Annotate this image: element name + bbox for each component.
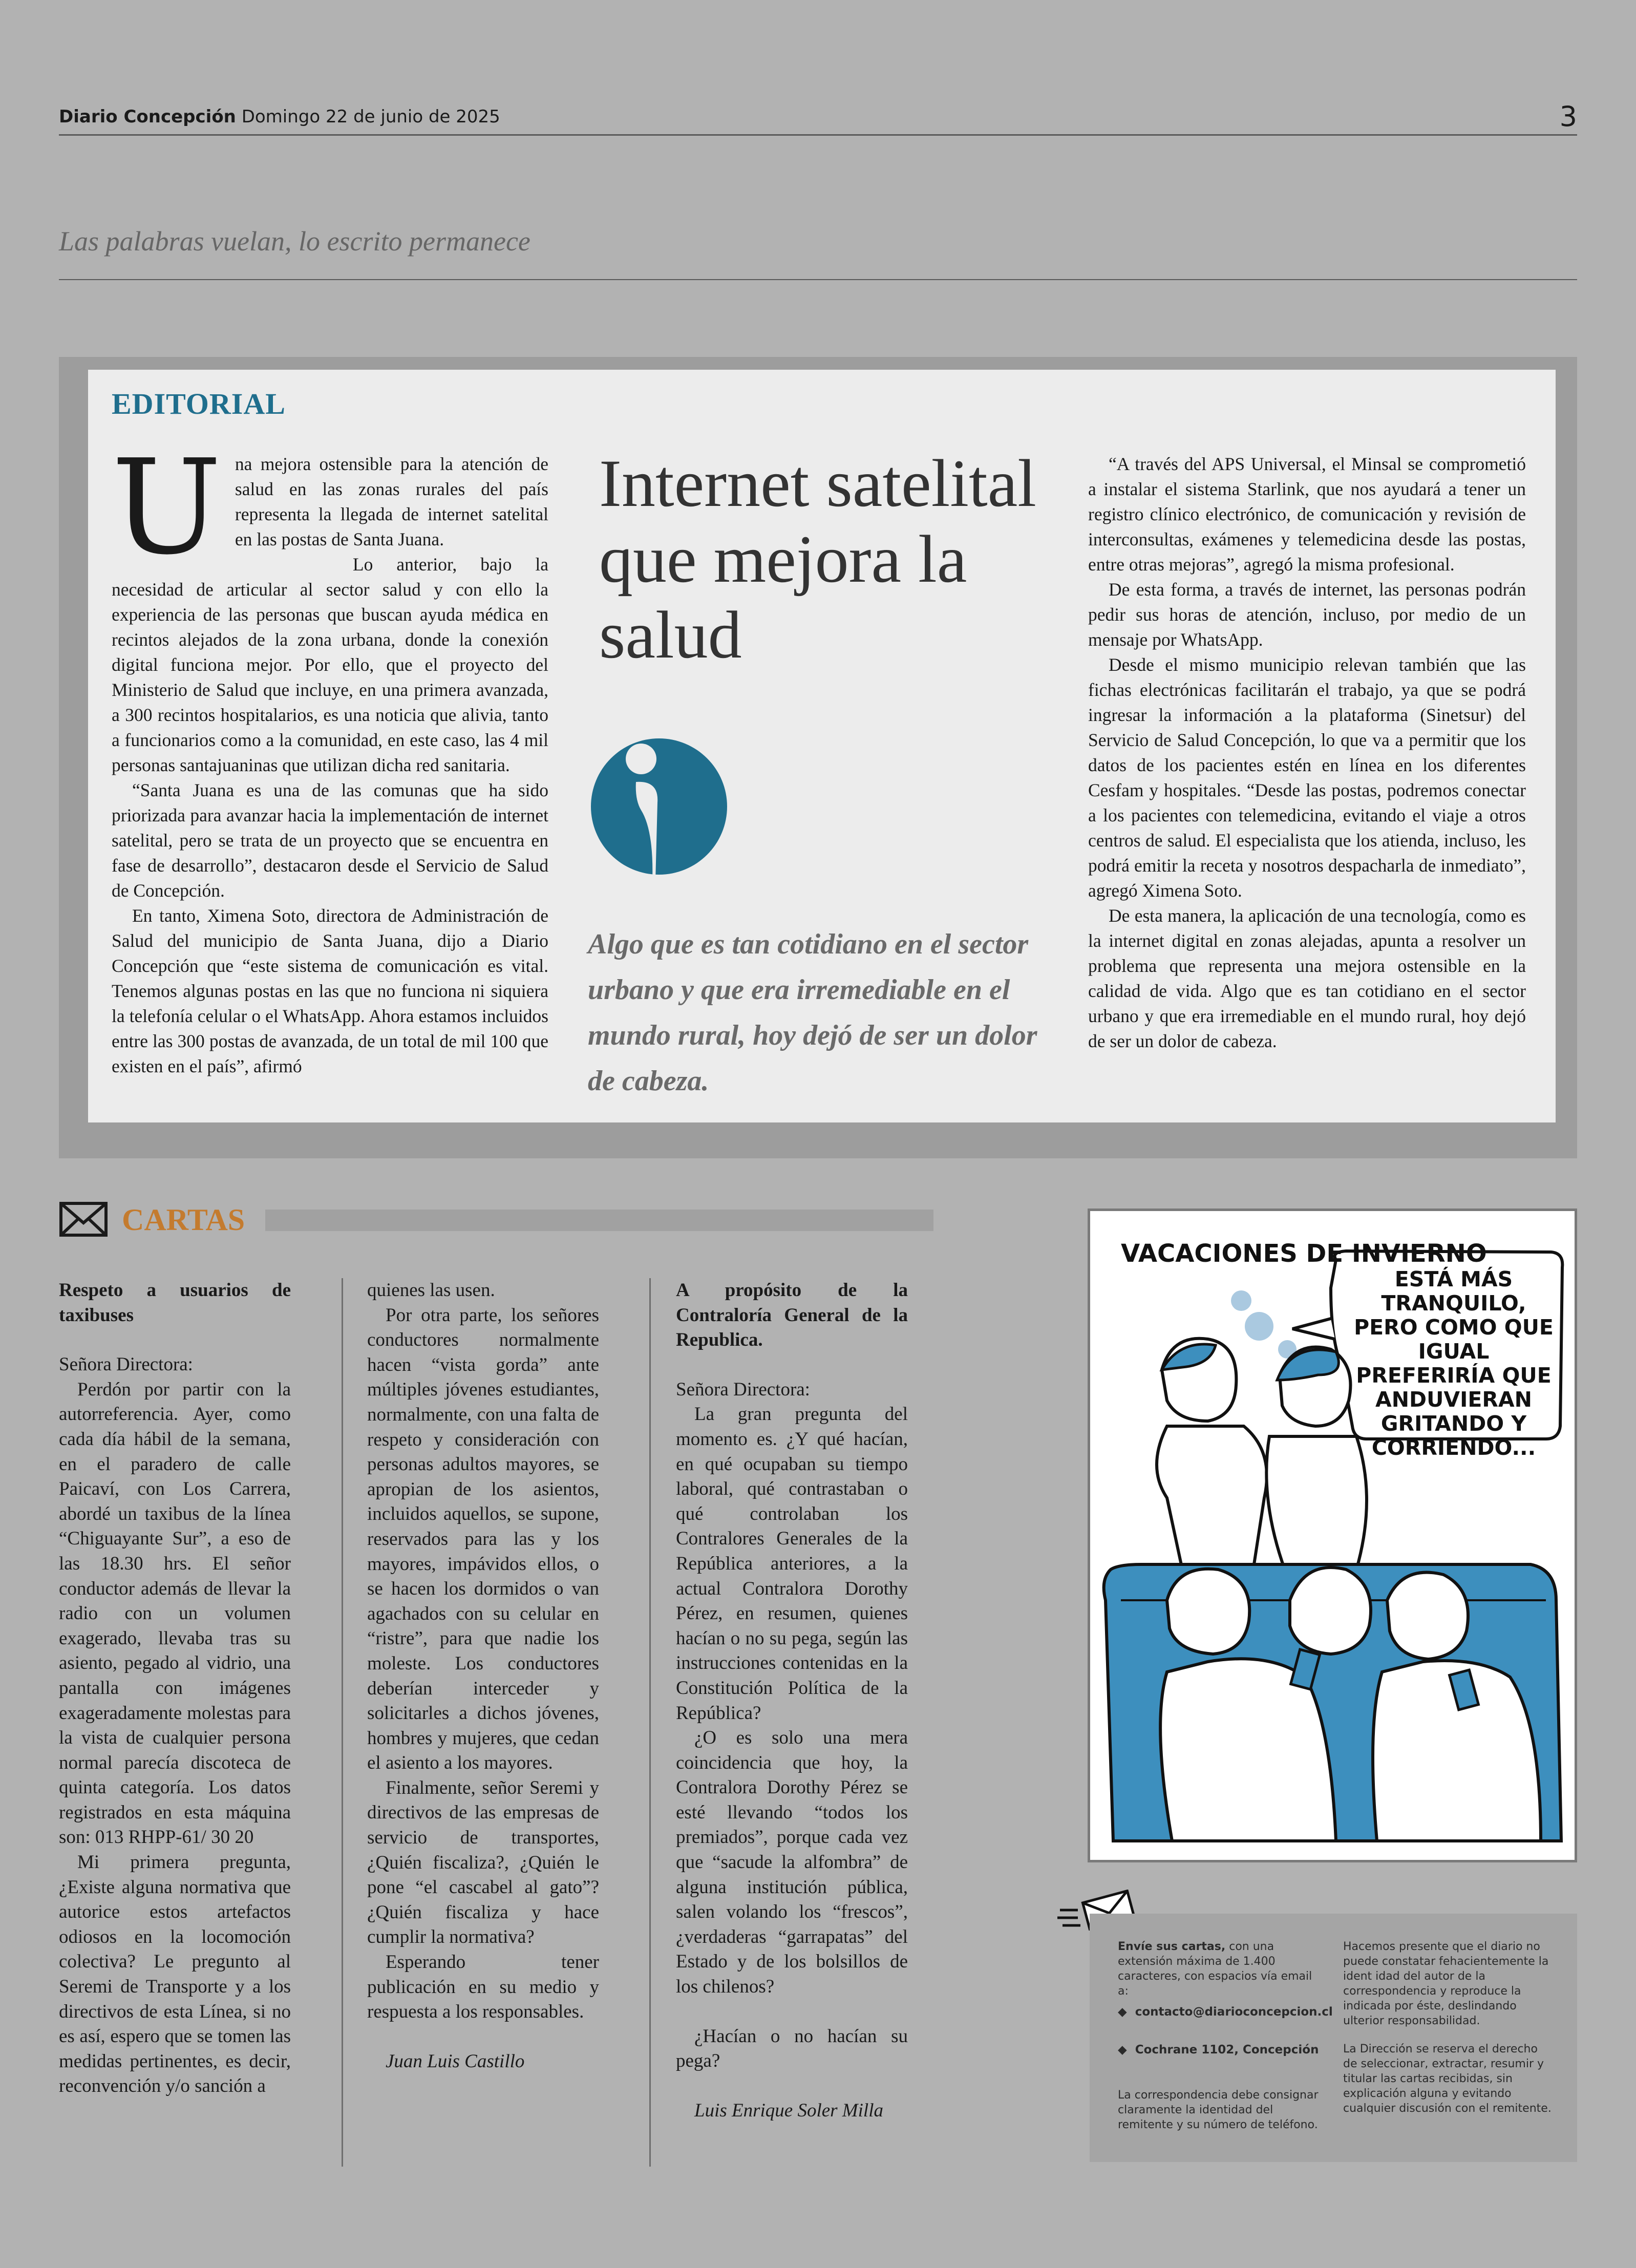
editorial-paragraph: De esta forma, a través de internet, las personas podrán pedir sus horas de atención, incluso, por medio de un mensaje por WhatsApp. — [1088, 579, 1526, 650]
editorial-paragraph: na mejora ostensible para la atención de salud en las zonas rurales del país representa la llegada de internet satelital en las postas de Santa Juana. — [235, 454, 548, 549]
letter-1-salutation: Señora Directora: — [59, 1354, 193, 1375]
contact-email: contacto@diarioconcepcion.cl — [1135, 2005, 1333, 2019]
letter-paragraph: La gran pregunta del momento es. ¿Y qué hacían, en qué ocupaban su tiempo laboral, qué contrastaban o qué controlaban los Contralores Generales de la República anteriores, a la actual Contralora Dorothy Pérez, en resumen, quienes hacían o no su pega, según las instrucciones contenidas en la Constitución Política de la República? — [676, 1404, 908, 1724]
tagline-rule — [59, 279, 1577, 280]
send-letters-rest: con una extensión máxima de 1.400 caracteres, con espacios vía email a: — [1118, 1940, 1312, 1998]
editorial-paragraph: En tanto, Ximena Soto, directora de Administración de Salud del municipio de Santa Juana, dijo a Diario Concepción que “este sistema de comunicación es vital. Tenemos algunas postas en las que no funciona ni siquiera la telefonía celular o el WhatsApp. Ahora estamos incluidos entre las 300 postas de avanzada, de un total de mil 100 que existen en el país”, afirmó — [112, 905, 548, 1076]
column-divider — [342, 1278, 343, 2167]
responsibility-note: Hacemos presente que el diario no puede constatar fehacientemente la ident idad del autor de la correspondencia y reproduce la indicada por éste, deslindando ulterior responsabilidad. — [1343, 1940, 1549, 2027]
letter-2-title: A propósito de la Contraloría General de la Republica. — [676, 1280, 908, 1351]
cartoon-speech: ESTÁ MÁS TRANQUILO, PERO COMO QUE IGUAL PREFERIRÍA QUE ANDUVIERAN GRITANDO Y CORRIENDO... — [1354, 1267, 1554, 1460]
letter-2-salutation: Señora Directora: — [676, 1379, 810, 1400]
cartoon-panel — [1088, 1209, 1577, 1862]
page-number: 3 — [1559, 100, 1577, 133]
cartas-label: CARTAS — [122, 1203, 245, 1237]
contact-address: Cochrane 1102, Concepción — [1135, 2043, 1319, 2057]
editorial-paragraph: Lo anterior, bajo la necesidad de articular al sector salud y con ello la experiencia de las personas que buscan ayuda médica en recintos alejados de la zona urbana, donde la conexión digital funciona mejor. Por ello, que el proyecto del Ministerio de Salud que incluye, en una primera avanzada, a 300 recintos hospitalarios, es una noticia que alivia, tanto a funcionarios como a la comunidad, en este caso, las 4 mil personas santajuaninas que utilizan dicha red sanitaria. — [112, 554, 548, 775]
send-letters-bold: Envíe sus cartas, — [1118, 1940, 1226, 1953]
email-line: ◆ contacto@diarioconcepcion.cl — [1118, 2005, 1333, 2019]
editorial-pullquote: Algo que es tan cotidiano en el sector urbano y que era irremediable en el mundo rural, hoy dejó de ser un dolor de cabeza. — [588, 928, 1037, 1097]
letter-paragraph: quienes las usen. — [367, 1280, 495, 1301]
identity-note: La correspondencia debe consignar claramente la identidad del remitente y su número de teléfono. — [1118, 2089, 1319, 2131]
issue-date: Domingo 22 de junio de 2025 — [241, 107, 500, 127]
letter-paragraph: Por otra parte, los señores conductores normalmente hacen “vista gorda” ante múltiples jóvenes estudiantes, normalmente, con una falta de respeto y consideración con personas adultos mayores, se apropian de los asientos, incluidos aquellos, se supone, reservados para las y los mayores, impávidos ellos, o se hacen los dormidos o van agachados con su celular en “ristre”, para que nadie los moleste. Los conductores deberían interceder y solicitarles a dichos jóvenes, hombres y mujeres, que cedan el asiento a los mayores. — [367, 1304, 599, 1774]
cartas-header-bar — [265, 1210, 933, 1231]
letter-2-column — [676, 1278, 908, 2123]
editing-rights-note: La Dirección se reserva el derecho de seleccionar, extractar, resumir y titular las cartas recibidas, sin explicación alguna y evitando cualquier discusión con el remitente. — [1343, 2043, 1552, 2115]
contact-info-box — [1090, 1914, 1577, 2162]
envelope-icon — [59, 1201, 108, 1238]
editorial-paragraph: Desde el mismo municipio relevan también que las fichas electrónicas facilitarán el trabajo, ya que se podrá ingresar la información a la plataforma (Sinetsur) del Servicio de Salud Concepción, lo que va a permitir que los datos de los pacientes estén en línea en los diferentes Cesfam y hospitales. “Desde las postas, podremos conectar a los pacientes con telemedicina, evitando el viaje a otros centros de salud. El especialista que los atienda, incluso, les podrá emitir la receta y nosotros despacharla de inmediato”, agregó Ximena Soto. — [1088, 654, 1526, 901]
letter-2-signature: Luis Enrique Soler Milla — [694, 2100, 883, 2121]
send-letters-note — [1118, 1939, 1312, 1999]
editorial-label: EDITORIAL — [112, 387, 286, 420]
letter-paragraph: Esperando tener publicación en su medio y respuesta a los responsables. — [367, 1952, 599, 2023]
letter-1-column-b — [367, 1278, 599, 2074]
header-rule — [59, 134, 1577, 136]
letter-paragraph: ¿O es solo una mera coincidencia que hoy, la Contralora Dorothy Pérez se esté llevando “todos los premiados”, porque cada vez que “sacude la alfombra” de alguna institución pública, salen volando los “frescos”, ¿verdaderas “garrapatas” del Estado y de los bolsillos de los chilenos? — [676, 1727, 908, 1998]
paper-name: Diario Concepción — [59, 107, 236, 127]
drop-cap: U — [112, 432, 222, 584]
editorial-column-3 — [1088, 452, 1526, 1054]
letter-paragraph: Mi primera pregunta, ¿Existe alguna normativa que autorice estos artefactos odiosos en la locomoción colectiva? Le pregunto al Seremi de Transporte y a los directivos de esta Línea, si no es así, espero que se tomen las medidas pertinentes, es decir, reconvención y/o sanción a — [59, 1852, 291, 2097]
editorial-column-1 — [112, 432, 548, 1079]
cartoon-title: VACACIONES DE INVIERNO — [1121, 1239, 1487, 1268]
column-divider — [649, 1278, 651, 2167]
letter-paragraph: Finalmente, señor Seremi y directivos de las empresas de servicio de transportes, ¿Quién fiscaliza?, ¿Quién le pone “el cascabel al gato”? ¿Quién fiscaliza y hace cumplir la normativa? — [367, 1777, 599, 1948]
editorial-title: Internet satelital que mejora la salud — [599, 446, 1036, 672]
section-tagline: Las palabras vuelan, lo escrito permanece — [59, 226, 530, 257]
editorial-paragraph: De esta manera, la aplicación de una tecnología, como es la internet digital en zonas alejadas, apunta a resolver un problema que representa una mejora ostensible en la calidad de vida. Algo que es tan cotidiano en el sector urbano y que era irremediable en el mundo rural, hoy dejó de ser un dolor de cabeza. — [1088, 905, 1526, 1051]
editorial-paragraph: “A través del APS Universal, el Minsal se comprometió a instalar el sistema Starlink, que nos ayudará a tener un registro clínico electrónico, de comunicación y revisión de interconsultas, exámenes y telemedicina desde las postas, entre otras mejoras”, agregó la misma profesional. — [1088, 454, 1526, 575]
letter-paragraph: Perdón por partir con la autorreferencia. Ayer, como cada día hábil de la semana, en el paradero de calle Paicaví, con Los Carrera, abordé un taxibus de la línea “Chiguayante Sur”, a eso de las 18.30 hrs. El señor conductor además de llevar la radio con un volumen exagerado, llevaba tras su asiento, pegado al vidrio, una pantalla con imágenes exageradamente molestas para la vista de cualquier persona normal parecía discoteca de quinta categoría. Los datos registrados en esta máquina son: 013 RHPP-61/ 30 20 — [59, 1379, 291, 1848]
info-icon — [590, 733, 728, 882]
letter-1-title: Respeto a usuarios de taxibuses — [59, 1280, 291, 1326]
address-line: ◆ Cochrane 1102, Concepción — [1118, 2043, 1319, 2057]
letter-2-closing: ¿Hacían o no hacían su pega? — [676, 2025, 908, 2072]
masthead — [59, 107, 500, 127]
letter-1-signature: Juan Luis Castillo — [386, 2050, 525, 2072]
editorial-paragraph: “Santa Juana es una de las comunas que ha sido priorizada para avanzar hacia la implementación de internet satelital, pero se trata de un proyecto que se encuentra en fase de desarrollo”, destacaron desde el Servicio de Salud de Concepción. — [112, 780, 548, 901]
letter-1-column-a — [59, 1278, 291, 2099]
